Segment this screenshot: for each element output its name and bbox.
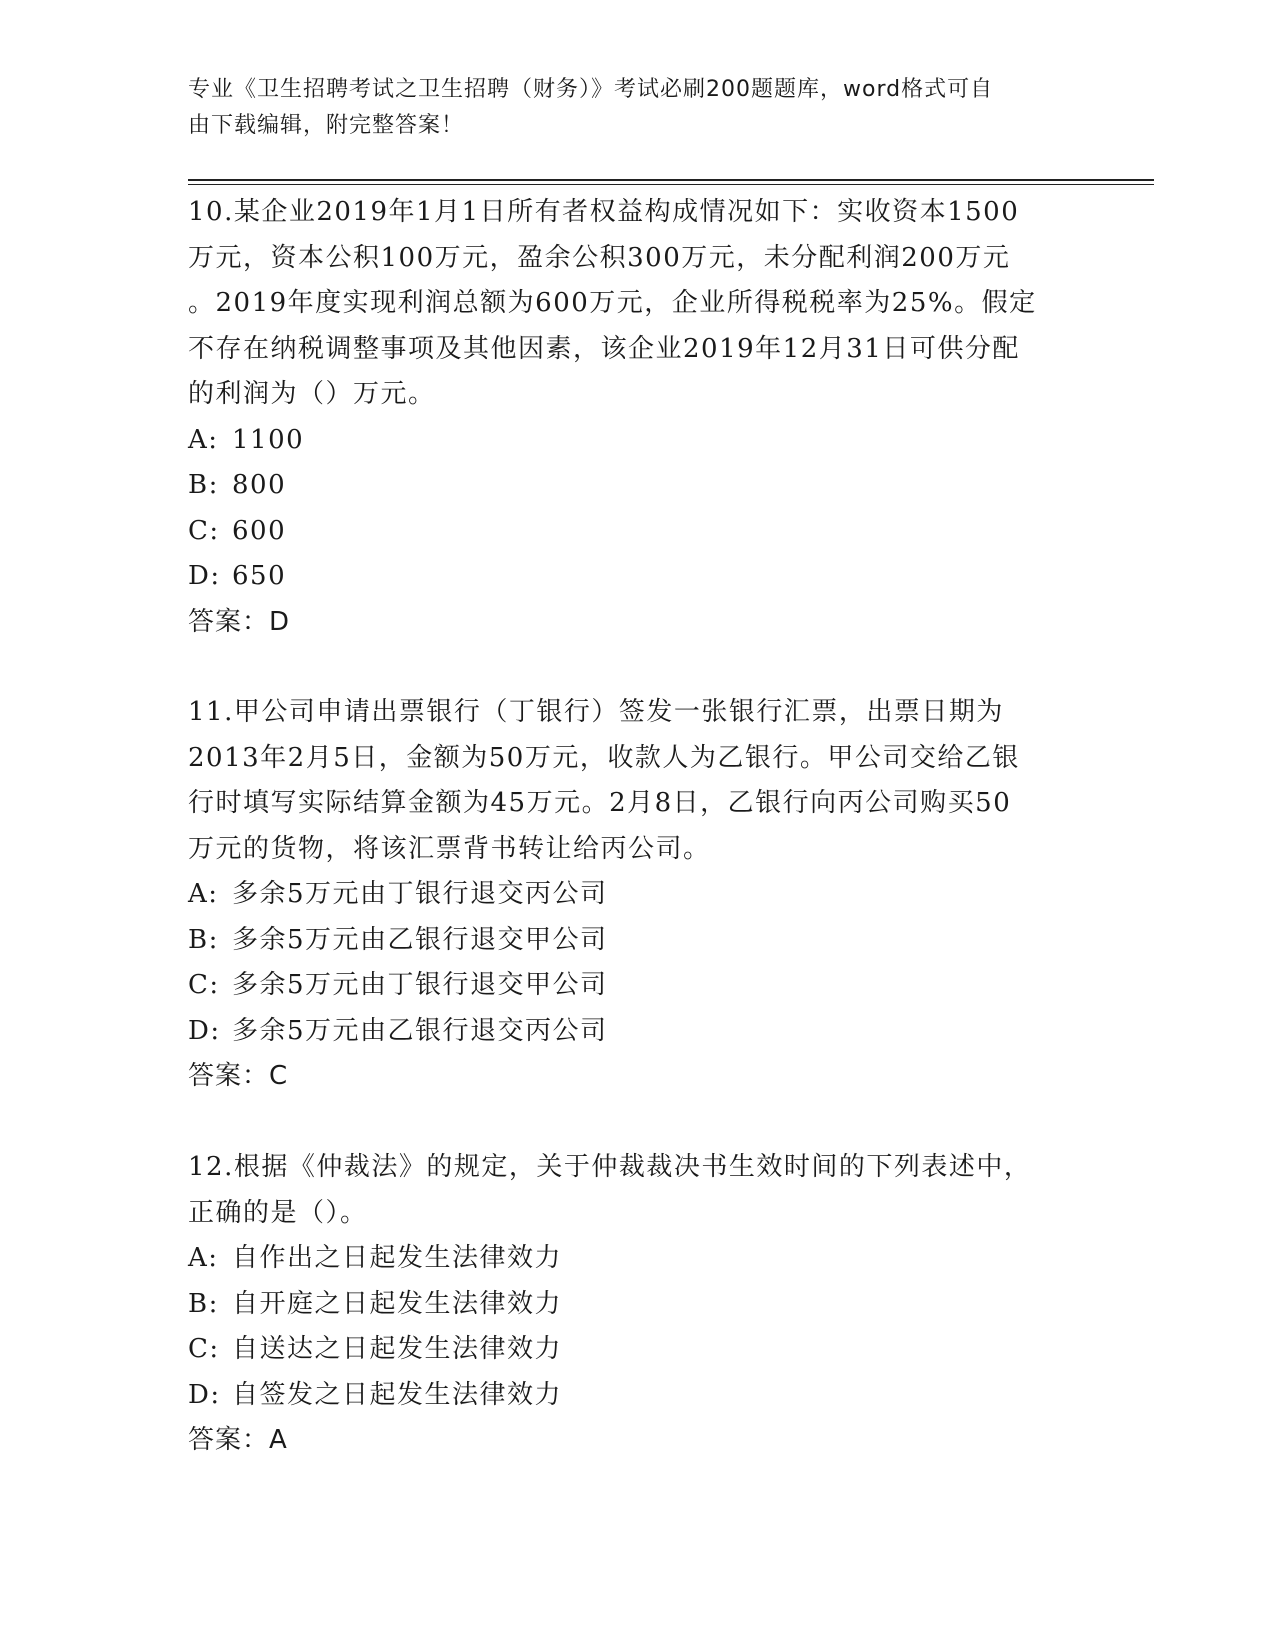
option-text: 多余5万元由乙银行退交丙公司 [232, 1015, 608, 1046]
document-header [188, 72, 1068, 144]
option-key: A: [188, 879, 219, 909]
question-text-line: 正确的是（）。 [188, 1197, 368, 1228]
question-text-line: 万元的货物，将该汇票背书转让给丙公司。 [188, 833, 711, 864]
option-c [188, 1327, 1088, 1373]
option-b [188, 918, 1088, 964]
header-divider-thick [188, 179, 1154, 181]
answer-line: 答案：D [188, 606, 291, 637]
question-10 [188, 190, 1088, 645]
option-key: A: [188, 424, 219, 455]
option-key: C: [188, 970, 220, 1000]
option-text: 650 [232, 561, 287, 591]
option-d [188, 1373, 1088, 1419]
option-text: 自作出之日起发生法律效力 [232, 1243, 563, 1273]
header-title-line-2: 由下载编辑，附完整答案！ [188, 113, 465, 138]
question-text-line: 12.根据《仲裁法》的规定，关于仲裁裁决书生效时间的下列表述中， [188, 1152, 1032, 1182]
option-text: 自开庭之日起发生法律效力 [232, 1288, 563, 1319]
option-a [188, 418, 1088, 464]
question-text-line: 的利润为（）万元。 [188, 379, 436, 409]
option-key: C: [188, 515, 220, 546]
answer-line: 答案：A [188, 1425, 288, 1455]
option-c [188, 963, 1088, 1009]
option-text: 1100 [232, 424, 305, 455]
question-text-line: 11.甲公司申请出票银行（丁银行）签发一张银行汇票，出票日期为 [188, 697, 1004, 727]
question-text-line: 不存在纳税调整事项及其他因素，该企业2019年12月31日可供分配 [188, 333, 1020, 364]
option-d [188, 554, 1088, 600]
header-divider-thin [188, 184, 1154, 185]
question-text-line: 万元，资本公积100万元，盈余公积300万元，未分配利润200万元 [188, 242, 1011, 273]
question-12 [188, 1145, 1088, 1464]
option-a [188, 872, 1088, 918]
question-text-line: 10.某企业2019年1月1日所有者权益构成情况如下：实收资本1500 [188, 197, 1020, 227]
option-key: B: [188, 924, 219, 955]
question-text-line: 。2019年度实现利润总额为600万元，企业所得税税率为25%。假定 [188, 288, 1037, 318]
option-key: A: [188, 1243, 219, 1273]
option-key: D: [188, 561, 221, 591]
option-b [188, 1282, 1088, 1328]
answer-line: 答案：C [188, 1061, 289, 1091]
option-key: C: [188, 1334, 220, 1364]
option-text: 600 [232, 515, 287, 546]
option-key: B: [188, 470, 219, 500]
question-text-line: 2013年2月5日，金额为50万元，收款人为乙银行。甲公司交给乙银 [188, 742, 1020, 773]
option-key: D: [188, 1379, 221, 1410]
option-text: 多余5万元由丁银行退交丙公司 [232, 879, 608, 909]
option-text: 自签发之日起发生法律效力 [232, 1379, 563, 1410]
option-text: 自送达之日起发生法律效力 [232, 1334, 563, 1364]
option-a [188, 1236, 1088, 1282]
header-title-line-1: 专业《卫生招聘考试之卫生招聘（财务）》考试必刷200题题库，word格式可自 [188, 77, 994, 102]
option-text: 多余5万元由乙银行退交甲公司 [232, 924, 608, 955]
question-11 [188, 690, 1088, 1100]
option-key: B: [188, 1288, 219, 1319]
question-text-line: 行时填写实际结算金额为45万元。2月8日，乙银行向丙公司购买50 [188, 788, 1012, 818]
option-key: D: [188, 1015, 221, 1046]
option-text: 多余5万元由丁银行退交甲公司 [232, 970, 608, 1000]
option-b [188, 463, 1088, 509]
option-d [188, 1009, 1088, 1055]
option-text: 800 [232, 470, 287, 500]
option-c [188, 509, 1088, 555]
